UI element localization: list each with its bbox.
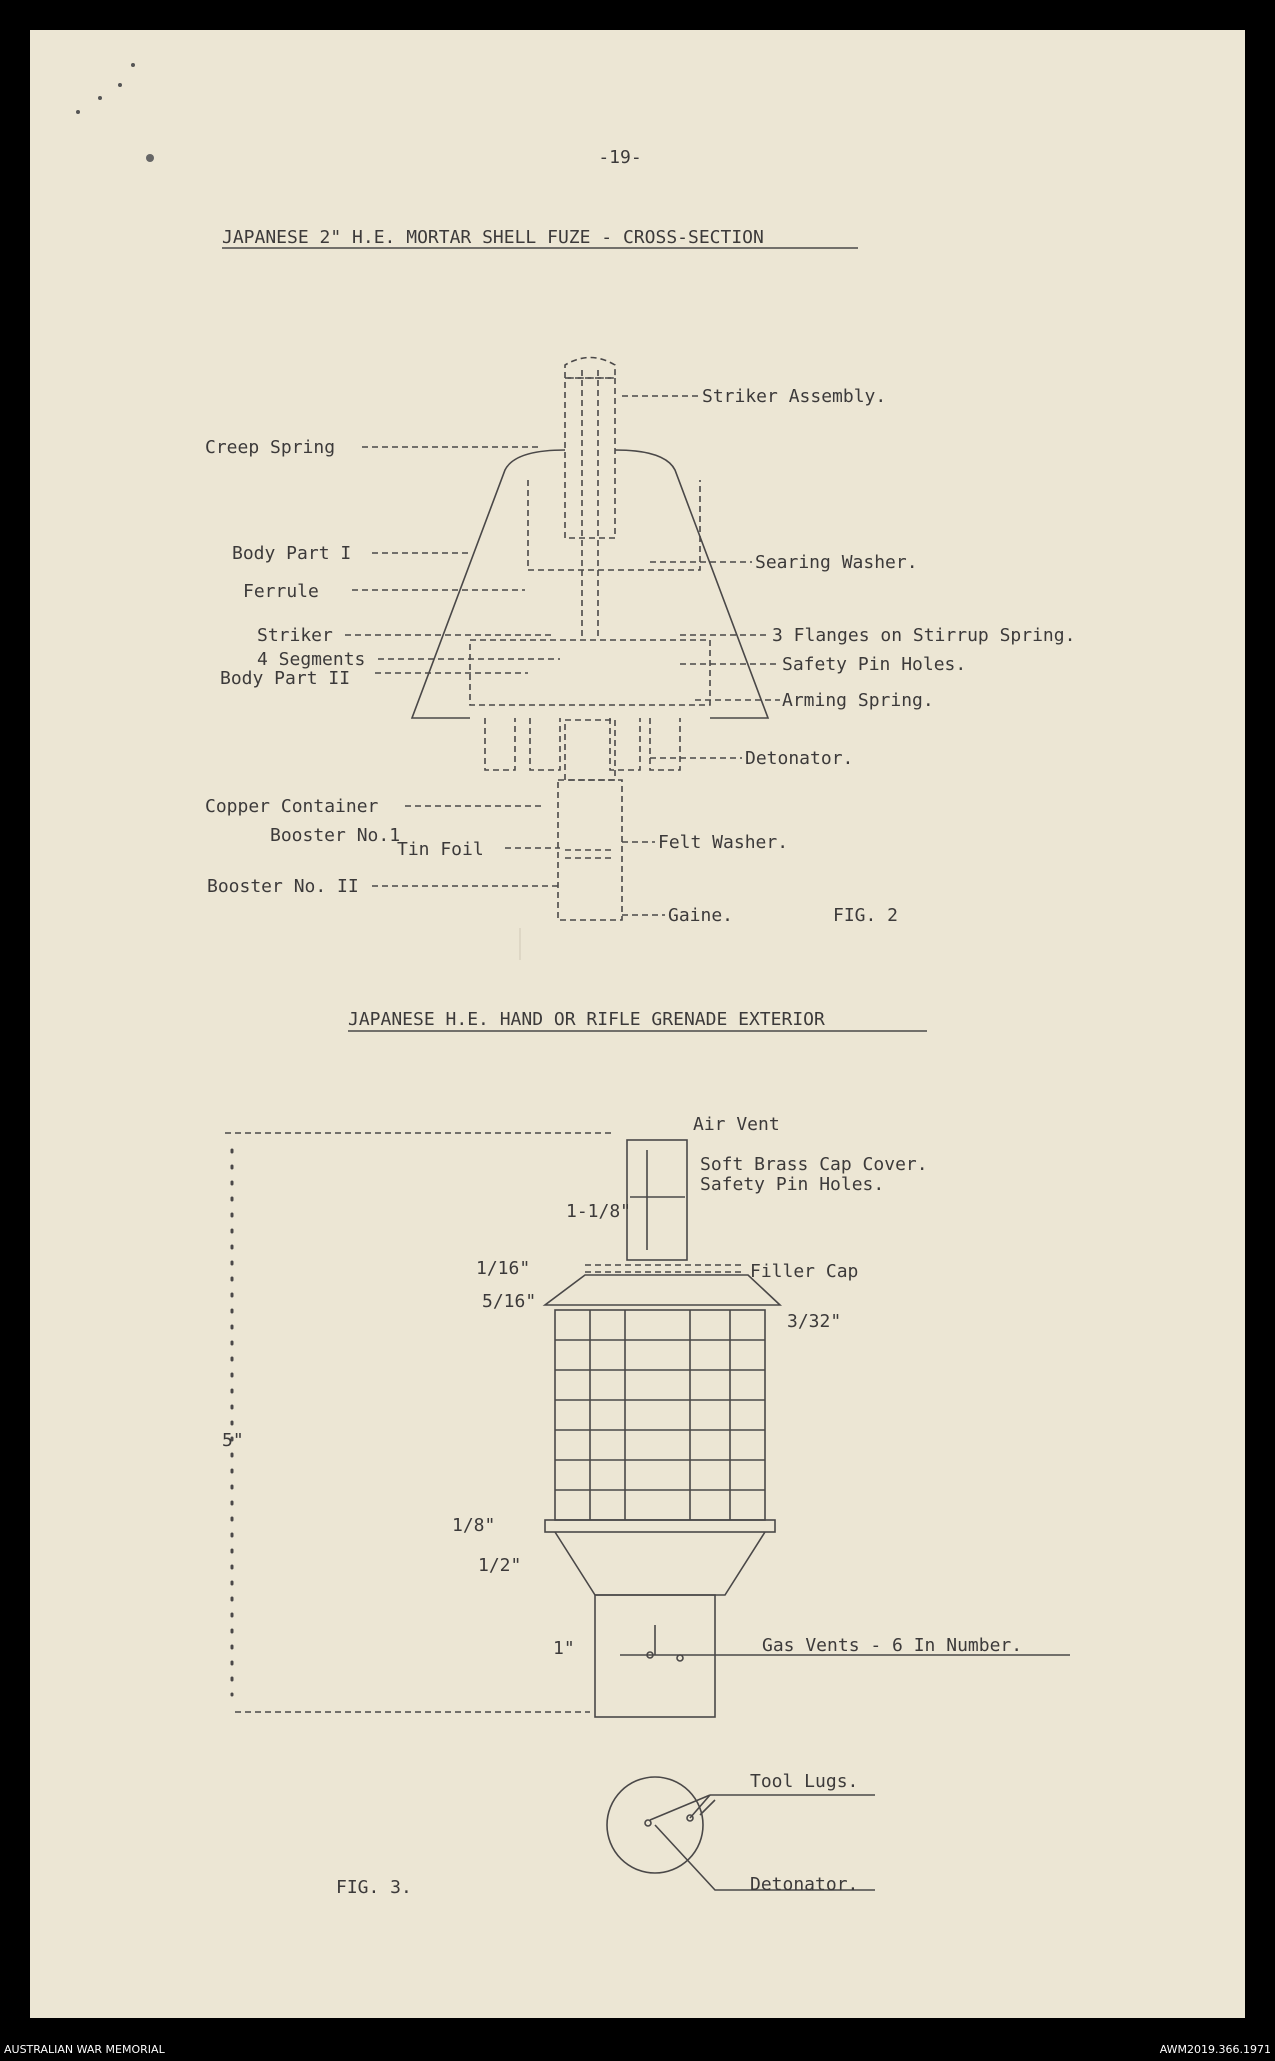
label-body-part-1: Body Part I: [232, 543, 352, 564]
label-striker: Striker: [257, 625, 333, 646]
punch-hole-marks: [76, 63, 154, 162]
label-arming-spring: Arming Spring.: [782, 690, 934, 711]
dim-1-2: 1/2": [478, 1555, 522, 1576]
label-gas-vents: Gas Vents - 6 In Number.: [762, 1635, 1023, 1656]
label-creep-spring: Creep Spring: [205, 437, 336, 458]
fig3-caption: FIG. 3.: [336, 1877, 412, 1898]
label-safety-pin-holes-fig2: Safety Pin Holes.: [782, 654, 967, 675]
dim-1-1-8: 1-1/8": [566, 1201, 632, 1222]
dim-5: 5": [222, 1430, 244, 1451]
label-gaine: Gaine.: [668, 905, 734, 926]
page-number: -19-: [598, 147, 642, 168]
label-tin-foil: Tin Foil: [397, 839, 484, 860]
label-ferrule: Ferrule: [243, 581, 319, 602]
label-booster-no-2: Booster No. II: [207, 876, 359, 897]
label-4-segments: 4 Segments: [257, 649, 366, 670]
dim-5-16: 5/16": [482, 1291, 537, 1312]
footer-accession-number: AWM2019.366.1971: [1159, 2043, 1271, 2056]
grenade-exterior: [225, 1133, 1070, 1890]
label-tool-lugs: Tool Lugs.: [750, 1771, 859, 1792]
footer-source: AUSTRALIAN WAR MEMORIAL: [4, 2043, 165, 2056]
dim-3-32: 3/32": [787, 1311, 842, 1332]
dim-1-8: 1/8": [452, 1515, 496, 1536]
label-booster-no-1: Booster No.1: [270, 825, 401, 846]
fig2-title: JAPANESE 2" H.E. MORTAR SHELL FUZE - CROSS-SECTION: [222, 227, 764, 248]
label-detonator-fig3: Detonator.: [750, 1874, 859, 1895]
fig3-title: JAPANESE H.E. HAND OR RIFLE GRENADE EXTERIOR: [348, 1009, 825, 1030]
label-filler-cap: Filler Cap: [750, 1261, 859, 1282]
label-soft-brass-cap-cover: Soft Brass Cap Cover.: [700, 1154, 928, 1175]
dim-1-16: 1/16": [476, 1258, 531, 1279]
dim-1: 1": [553, 1638, 575, 1659]
label-copper-container: Copper Container: [205, 796, 379, 817]
fig2-caption: FIG. 2: [833, 905, 899, 926]
label-detonator-fig2: Detonator.: [745, 748, 854, 769]
label-felt-washer: Felt Washer.: [658, 832, 789, 853]
label-safety-pin-holes-fig3: Safety Pin Holes.: [700, 1174, 885, 1195]
label-body-part-2: Body Part II: [220, 668, 351, 689]
label-searing-washer: Searing Washer.: [755, 552, 918, 573]
label-3-flanges: 3 Flanges on Stirrup Spring.: [772, 625, 1076, 646]
label-striker-assembly: Striker Assembly.: [702, 386, 887, 407]
label-air-vent: Air Vent: [693, 1114, 780, 1135]
